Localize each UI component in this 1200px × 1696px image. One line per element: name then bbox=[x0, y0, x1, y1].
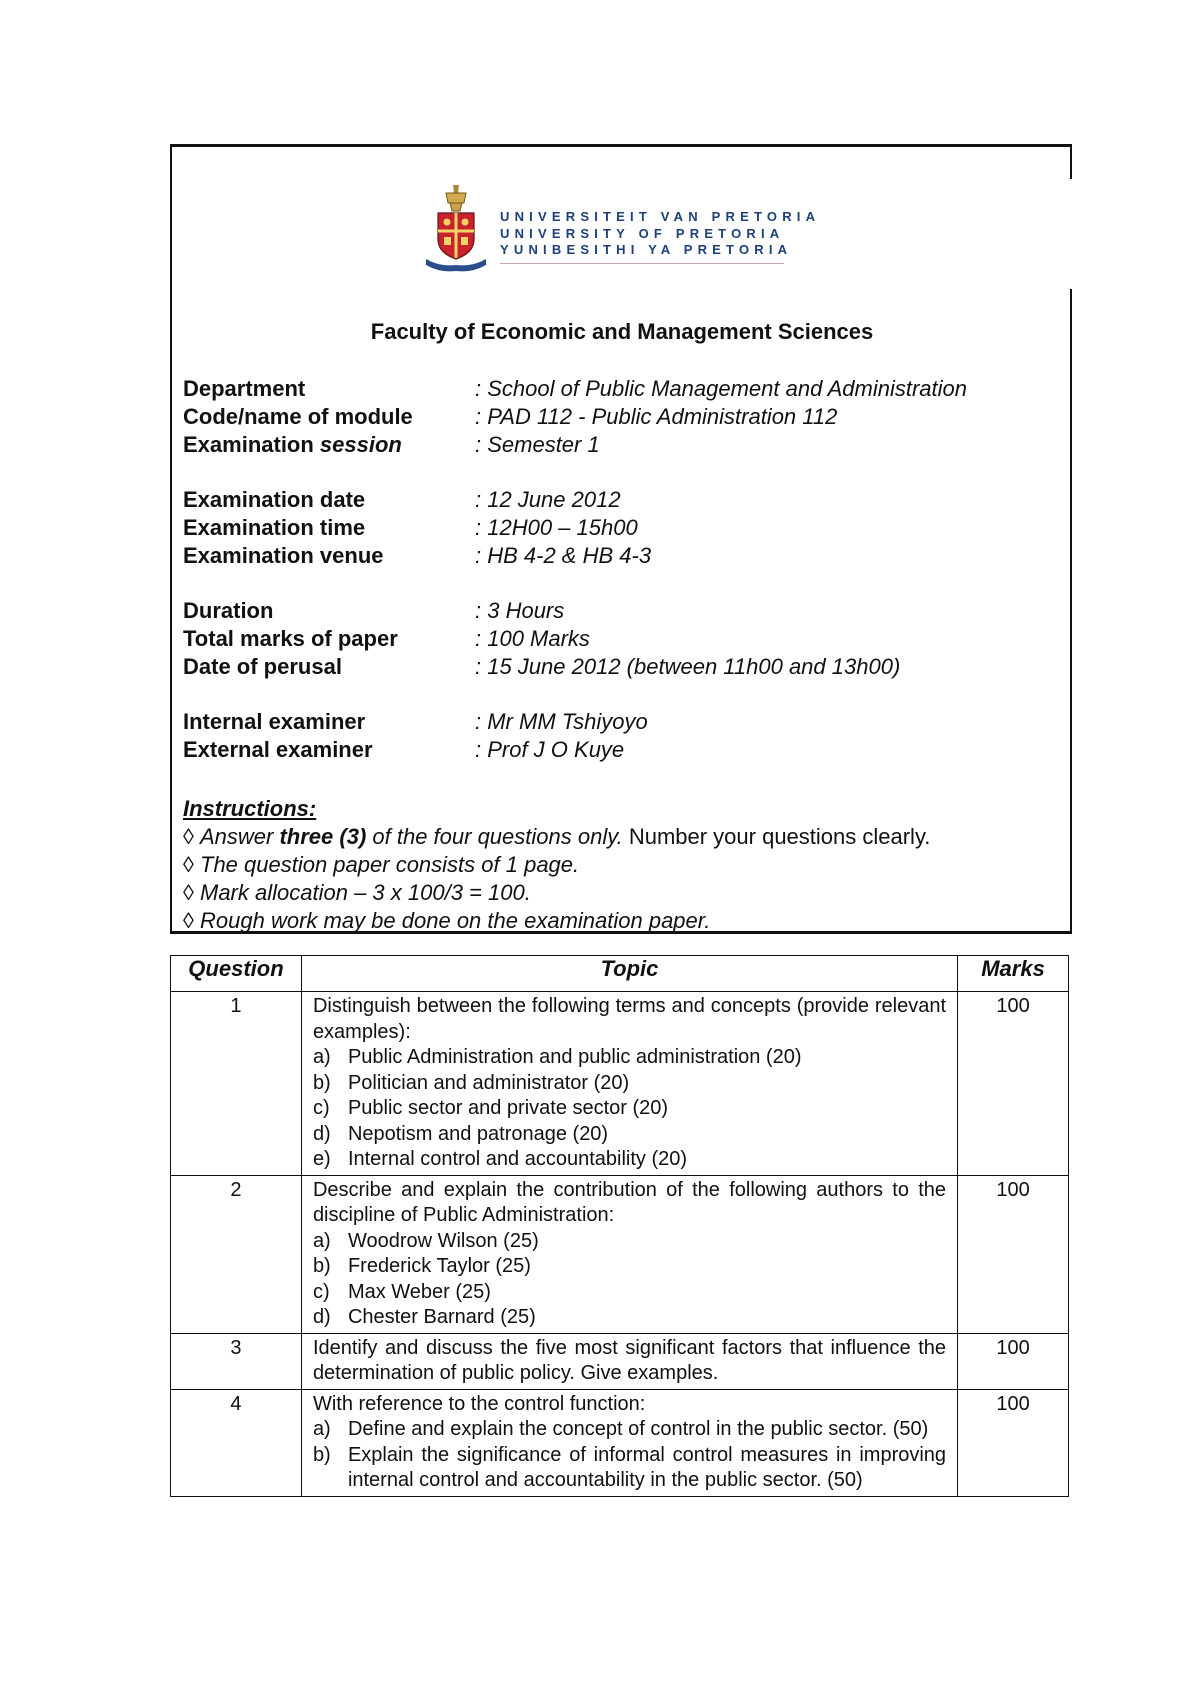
detail-value: : 100 Marks bbox=[475, 626, 590, 651]
list-item bbox=[313, 1443, 946, 1494]
item-text: Frederick Taylor (25) bbox=[347, 1255, 531, 1277]
bullet-icon: ◊ bbox=[183, 880, 194, 905]
header-marks: Marks bbox=[958, 956, 1069, 992]
question-number: 3 bbox=[171, 1333, 302, 1389]
detail-row-module bbox=[183, 403, 967, 431]
item-text: Nepotism and patronage (20) bbox=[347, 1122, 609, 1145]
item-text: Define and explain the concept of control in the public sector. (50) bbox=[347, 1418, 929, 1440]
instruction-emphasis: three (3) bbox=[279, 824, 367, 849]
instruction-text: Number your questions clearly. bbox=[622, 824, 931, 849]
logo-underline bbox=[500, 263, 784, 264]
item-key: d) bbox=[312, 1306, 331, 1328]
university-name-afrikaans: UNIVERSITEIT VAN PRETORIA bbox=[500, 209, 821, 224]
item-key: c) bbox=[312, 1097, 330, 1119]
exam-header-box bbox=[170, 144, 1072, 934]
item-text: Explain the significance of informal control measures in improving internal control and accountability in the public sector. (50) bbox=[347, 1443, 947, 1491]
detail-row-internal-examiner bbox=[183, 708, 967, 736]
header-topic: Topic bbox=[301, 956, 957, 992]
detail-value: : School of Public Management and Administration bbox=[475, 376, 968, 401]
item-key: b) bbox=[312, 1443, 331, 1466]
detail-label: Internal examiner bbox=[183, 709, 366, 734]
header-question: Question bbox=[171, 956, 302, 992]
list-item bbox=[313, 1254, 946, 1280]
questions-table bbox=[170, 955, 1069, 1497]
instruction-text: The question paper consists of 1 page. bbox=[200, 852, 580, 877]
question-marks: 100 bbox=[958, 1333, 1069, 1389]
item-text: Chester Barnard (25) bbox=[347, 1306, 536, 1328]
item-key: c) bbox=[312, 1280, 330, 1303]
instructions-title: Instructions: bbox=[183, 796, 317, 821]
detail-label bbox=[183, 431, 475, 459]
list-item bbox=[313, 1417, 946, 1443]
list-item bbox=[313, 1122, 946, 1148]
faculty-title: Faculty of Economic and Management Sciences bbox=[370, 319, 874, 344]
university-name-sepedi: YUNIBESITHI YA PRETORIA bbox=[500, 242, 793, 257]
detail-value: : 3 Hours bbox=[475, 598, 565, 623]
detail-label: Examination date bbox=[183, 487, 366, 512]
table-row bbox=[171, 1389, 1069, 1496]
question-number: 1 bbox=[171, 992, 302, 1176]
instruction-text: Answer bbox=[200, 824, 280, 849]
item-key: b) bbox=[312, 1255, 331, 1277]
detail-value: : Prof J O Kuye bbox=[475, 737, 625, 762]
detail-row-perusal bbox=[183, 653, 967, 681]
detail-row-date bbox=[183, 486, 967, 514]
detail-value: : 15 June 2012 (between 11h00 and 13h00) bbox=[475, 654, 901, 679]
university-logo bbox=[420, 179, 821, 279]
list-item bbox=[313, 1045, 946, 1071]
detail-row-total-marks bbox=[183, 625, 967, 653]
exam-details bbox=[183, 375, 967, 764]
border-segment bbox=[1070, 147, 1072, 179]
detail-row-duration bbox=[183, 597, 967, 625]
detail-row-external-examiner bbox=[183, 736, 967, 764]
question-topic bbox=[301, 1175, 957, 1333]
item-text: Public sector and private sector (20) bbox=[347, 1097, 669, 1119]
detail-label: Department bbox=[183, 376, 306, 401]
detail-label-main: Examination bbox=[183, 432, 320, 457]
list-item bbox=[313, 1305, 946, 1331]
detail-label: Total marks of paper bbox=[183, 626, 398, 651]
detail-label: External examiner bbox=[183, 737, 373, 762]
item-text: Public Administration and public administration (20) bbox=[347, 1046, 802, 1068]
bullet-icon: ◊ bbox=[183, 852, 194, 877]
question-topic bbox=[301, 992, 957, 1176]
question-number: 2 bbox=[171, 1175, 302, 1333]
detail-row-time bbox=[183, 514, 967, 542]
item-key: a) bbox=[312, 1229, 331, 1252]
question-topic bbox=[301, 1333, 957, 1389]
question-number: 4 bbox=[171, 1389, 302, 1496]
item-text: Max Weber (25) bbox=[347, 1280, 491, 1303]
item-key: e) bbox=[312, 1148, 331, 1170]
detail-value: : 12 June 2012 bbox=[475, 487, 621, 512]
table-row bbox=[171, 1175, 1069, 1333]
detail-value: : PAD 112 - Public Administration 112 bbox=[475, 404, 838, 429]
item-key: b) bbox=[312, 1071, 331, 1094]
instruction-line bbox=[183, 879, 930, 907]
bullet-icon: ◊ bbox=[183, 908, 194, 933]
detail-label-emphasis: session bbox=[319, 432, 402, 457]
item-key: a) bbox=[312, 1418, 331, 1440]
detail-value: : 12H00 – 15h00 bbox=[475, 515, 638, 540]
list-item bbox=[313, 1096, 946, 1122]
instruction-line bbox=[183, 823, 930, 851]
detail-row-session bbox=[183, 431, 967, 459]
bullet-icon: ◊ bbox=[183, 824, 194, 849]
table-row bbox=[171, 1333, 1069, 1389]
item-text: Woodrow Wilson (25) bbox=[347, 1229, 539, 1252]
border-segment bbox=[1070, 289, 1072, 934]
instruction-text: Mark allocation – 3 x 100/3 = 100. bbox=[200, 880, 531, 905]
question-intro: With reference to the control function: bbox=[312, 1392, 646, 1415]
question-intro: Describe and explain the contribution of the following authors to the discipline of Public Administration: bbox=[312, 1178, 947, 1226]
question-marks: 100 bbox=[958, 1175, 1069, 1333]
instruction-text: of the four questions only. bbox=[366, 824, 623, 849]
item-text: Internal control and accountability (20) bbox=[347, 1148, 688, 1170]
university-name bbox=[500, 209, 820, 259]
question-marks: 100 bbox=[958, 1389, 1069, 1496]
question-topic bbox=[301, 1389, 957, 1496]
list-item bbox=[313, 1280, 946, 1306]
detail-label: Duration bbox=[183, 598, 274, 623]
instruction-text: Rough work may be done on the examination paper. bbox=[200, 908, 711, 933]
detail-row-department bbox=[183, 375, 967, 403]
university-crest-icon bbox=[420, 179, 492, 275]
instruction-line bbox=[183, 907, 930, 935]
table-header-row bbox=[171, 956, 1069, 992]
list-item bbox=[313, 1147, 946, 1173]
list-item bbox=[313, 1229, 946, 1255]
list-item bbox=[313, 1071, 946, 1097]
instruction-line bbox=[183, 851, 930, 879]
detail-label: Examination venue bbox=[183, 543, 384, 568]
detail-value: : Semester 1 bbox=[475, 432, 600, 457]
detail-value: : Mr MM Tshiyoyo bbox=[475, 709, 648, 734]
item-key: d) bbox=[312, 1122, 331, 1145]
detail-label: Date of perusal bbox=[183, 654, 342, 679]
question-intro: Identify and discuss the five most significant factors that influence the determination of public policy. Give examples. bbox=[312, 1336, 947, 1384]
instructions bbox=[183, 795, 930, 935]
item-text: Politician and administrator (20) bbox=[347, 1071, 630, 1094]
table-row bbox=[171, 992, 1069, 1176]
question-intro: Distinguish between the following terms and concepts (provide relevant examples): bbox=[312, 995, 947, 1043]
university-name-english: UNIVERSITY OF PRETORIA bbox=[500, 225, 785, 241]
detail-label: Examination time bbox=[183, 515, 366, 540]
detail-value: : HB 4-2 & HB 4-3 bbox=[475, 543, 652, 568]
detail-label: Code/name of module bbox=[183, 404, 413, 429]
detail-row-venue bbox=[183, 542, 967, 570]
item-key: a) bbox=[312, 1046, 331, 1068]
question-marks: 100 bbox=[958, 992, 1069, 1176]
